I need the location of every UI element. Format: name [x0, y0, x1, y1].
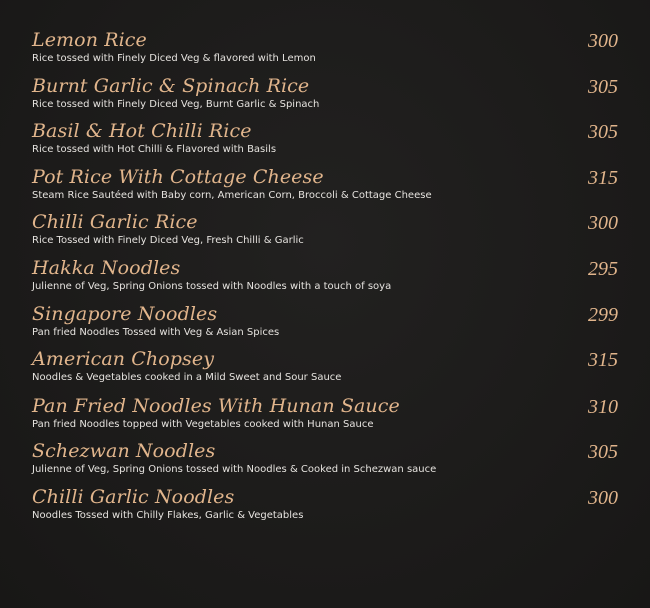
menu-item [32, 75, 620, 119]
menu-item [32, 348, 620, 392]
menu-item-name: Basil & Hot Chilli Rice [32, 120, 252, 142]
menu-item [32, 166, 620, 210]
menu-item-description: Julienne of Veg, Spring Onions tossed with Noodles & Cooked in Schezwan sauce [32, 464, 437, 475]
menu-item-name: Singapore Noodles [32, 303, 218, 325]
menu-item-description: Pan fried Noodles Tossed with Veg & Asian Spices [32, 327, 280, 338]
menu-item-description: Noodles Tossed with Chilly Flakes, Garlic & Vegetables [32, 510, 304, 521]
menu-item [32, 395, 620, 439]
menu-item-name: American Chopsey [32, 348, 215, 370]
menu-item-price: 305 [588, 121, 618, 143]
menu-item-price: 305 [588, 76, 618, 98]
menu-item-price: 315 [588, 349, 618, 371]
menu-item-description: Rice Tossed with Finely Diced Veg, Fresh Chilli & Garlic [32, 235, 304, 246]
menu-item-price: 300 [588, 212, 618, 234]
menu-item [32, 486, 620, 530]
menu-item [32, 120, 620, 164]
menu-item-price: 300 [588, 487, 618, 509]
menu-item-price: 310 [588, 396, 618, 418]
menu-item-name: Pot Rice With Cottage Cheese [32, 166, 324, 188]
menu-item-description: Rice tossed with Finely Diced Veg, Burnt Garlic & Spinach [32, 99, 320, 110]
menu-item-name: Chilli Garlic Rice [32, 211, 198, 233]
menu-item-price: 295 [588, 258, 618, 280]
menu-item-description: Steam Rice Sautéed with Baby corn, American Corn, Broccoli & Cottage Cheese [32, 190, 432, 201]
menu-item [32, 440, 620, 484]
menu-item-name: Lemon Rice [32, 29, 147, 51]
menu-item-name: Schezwan Noodles [32, 440, 216, 462]
menu-item-description: Pan fried Noodles topped with Vegetables cooked with Hunan Sauce [32, 419, 374, 430]
menu-item-name: Chilli Garlic Noodles [32, 486, 235, 508]
menu-item [32, 303, 620, 347]
menu-item-description: Rice tossed with Hot Chilli & Flavored with Basils [32, 144, 277, 155]
menu-item [32, 257, 620, 301]
menu-item-name: Pan Fried Noodles With Hunan Sauce [32, 395, 400, 417]
menu-item [32, 211, 620, 255]
menu-item-name: Burnt Garlic & Spinach Rice [32, 75, 310, 97]
menu-item-name: Hakka Noodles [32, 257, 181, 279]
menu-item-price: 305 [588, 441, 618, 463]
menu-item-description: Julienne of Veg, Spring Onions tossed with Noodles with a touch of soya [32, 281, 392, 292]
menu-item-price: 315 [588, 167, 618, 189]
menu-item-price: 299 [588, 304, 618, 326]
menu-item-price: 300 [588, 30, 618, 52]
menu-item [32, 29, 620, 73]
menu-item-description: Noodles & Vegetables cooked in a Mild Sweet and Sour Sauce [32, 372, 342, 383]
menu-item-description: Rice tossed with Finely Diced Veg & flavored with Lemon [32, 53, 316, 64]
